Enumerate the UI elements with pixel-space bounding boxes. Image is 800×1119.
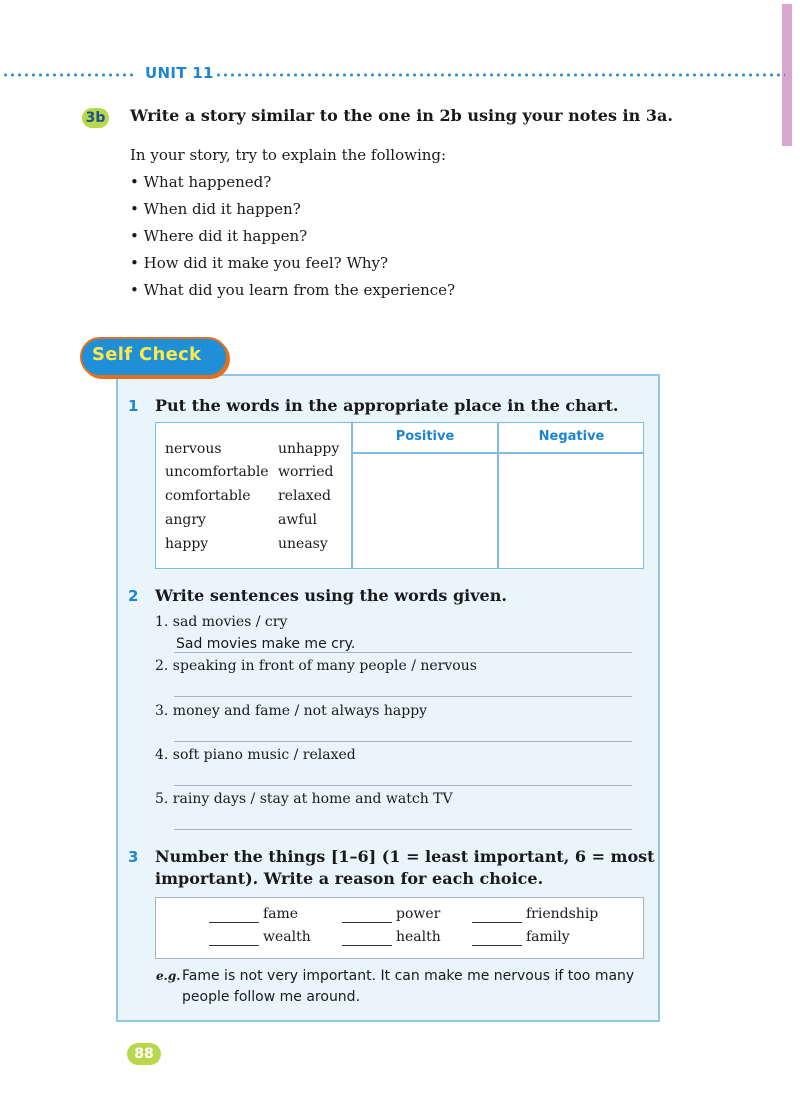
page-number: 88 — [127, 1043, 161, 1065]
chart-divider — [497, 423, 499, 568]
sentence-prompt: 5. rainy days / stay at home and watch TV — [155, 791, 453, 807]
word-item: worried — [278, 464, 334, 480]
rank-item: wealth — [263, 929, 311, 945]
word-item: happy — [165, 536, 209, 552]
rank-item: power — [396, 906, 441, 922]
q3-number: 3 — [128, 848, 139, 866]
word-item: relaxed — [278, 488, 331, 504]
answer-line[interactable] — [174, 696, 632, 697]
word-item: angry — [165, 512, 206, 528]
section-3b-bullet-list — [130, 172, 455, 307]
section-3b-intro: In your story, try to explain the following: — [130, 146, 447, 164]
example-label: e.g. — [156, 969, 181, 983]
rank-blank[interactable] — [209, 945, 259, 946]
unit-header — [0, 64, 790, 86]
q3-title-line1: Number the things [1–6] (1 = least important, 6 = most — [155, 847, 655, 866]
rank-blank[interactable] — [472, 922, 522, 923]
ranking-box — [155, 897, 644, 959]
q2-title: Write sentences using the words given. — [155, 586, 507, 605]
column-negative: Negative — [538, 429, 605, 444]
word-item: uncomfortable — [165, 464, 269, 480]
column-positive: Positive — [395, 429, 455, 444]
word-item: unhappy — [278, 441, 340, 457]
sentence-prompt: 1. sad movies / cry — [155, 614, 288, 630]
answer-line[interactable] — [174, 741, 632, 742]
dotted-rule-right — [215, 73, 785, 77]
bullet-item: • What did you learn from the experience? — [130, 280, 455, 307]
word-item: nervous — [165, 441, 222, 457]
bullet-item: • How did it make you feel? Why? — [130, 253, 455, 280]
rank-blank[interactable] — [342, 922, 392, 923]
word-chart — [155, 422, 644, 569]
word-item: uneasy — [278, 536, 328, 552]
rank-blank[interactable] — [472, 945, 522, 946]
q1-number: 1 — [128, 397, 139, 415]
example-answer: Sad movies make me cry. — [176, 636, 356, 652]
rank-item: fame — [263, 906, 299, 922]
answer-line[interactable] — [174, 785, 632, 786]
q1-title: Put the words in the appropriate place in the chart. — [155, 396, 619, 415]
rank-item: family — [526, 929, 570, 945]
bullet-item: • Where did it happen? — [130, 226, 455, 253]
rank-item: friendship — [526, 906, 599, 922]
sentence-prompt: 2. speaking in front of many people / nervous — [155, 658, 477, 674]
q2-number: 2 — [128, 587, 139, 605]
q3-title-line2: important). Write a reason for each choice. — [155, 869, 544, 888]
example-reason: Fame is not very important. It can make me nervous if too many people follow me around. — [182, 968, 635, 1005]
section-3b-title: Write a story similar to the one in 2b using your notes in 3a. — [130, 106, 673, 125]
chart-divider — [351, 423, 353, 568]
rank-blank[interactable] — [342, 945, 392, 946]
bullet-item: • What happened? — [130, 172, 455, 199]
dotted-rule-left — [2, 73, 136, 77]
sentence-prompt: 4. soft piano music / relaxed — [155, 747, 356, 763]
word-item: comfortable — [165, 488, 251, 504]
chart-header-rule — [351, 452, 644, 454]
self-check-label: Self Check — [92, 344, 202, 365]
word-item: awful — [278, 512, 318, 528]
answer-line[interactable] — [174, 829, 632, 830]
sentence-prompt: 3. money and fame / not always happy — [155, 703, 428, 719]
unit-label: UNIT 11 — [145, 64, 214, 82]
section-badge-3b: 3b — [82, 108, 109, 128]
bullet-item: • When did it happen? — [130, 199, 455, 226]
answer-line[interactable] — [174, 652, 632, 653]
rank-blank[interactable] — [209, 922, 259, 923]
rank-item: health — [396, 929, 441, 945]
